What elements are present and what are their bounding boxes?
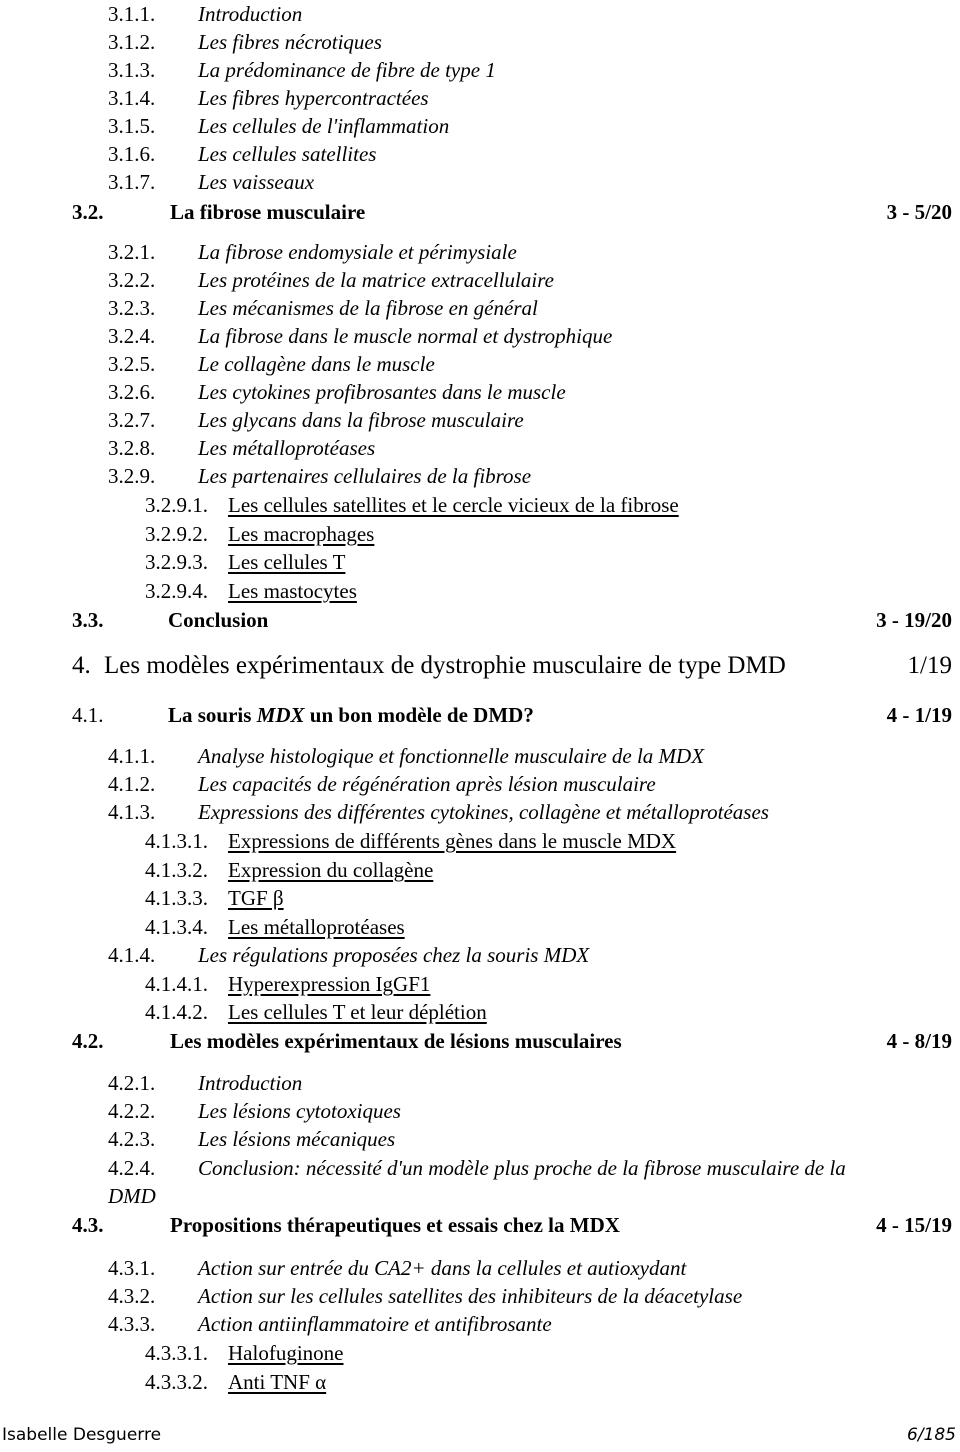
- toc-title: La fibrose dans le muscle normal et dystrophique: [198, 324, 613, 348]
- toc-title: Expressions des différentes cytokines, collagène et métalloprotéases: [198, 800, 769, 824]
- toc-page-number: 1/19: [907, 652, 952, 679]
- toc-title: Les mécanismes de la fibrose en général: [198, 296, 538, 320]
- toc-title-continuation: DMD: [108, 1184, 156, 1208]
- toc-page-number: 4 - 15/19: [876, 1213, 952, 1237]
- toc-title: La souris MDX un bon modèle de DMD?: [168, 703, 534, 727]
- toc-title: Les modèles expérimentaux de dystrophie musculaire de type DMD: [104, 652, 786, 679]
- toc-title: Les métalloprotéases: [198, 436, 376, 460]
- toc-number: 3.2.3.: [108, 296, 156, 320]
- toc-number: 3.2.: [72, 200, 104, 224]
- toc-number: 4.: [72, 652, 91, 679]
- toc-link[interactable]: Les cellules satellites et le cercle vicieux de la fibrose: [228, 493, 679, 517]
- toc-number: 4.1.1.: [108, 744, 156, 768]
- toc-number: 4.3.3.1.: [145, 1341, 208, 1365]
- toc-number: 4.1.3.4.: [145, 915, 208, 939]
- toc-number: 3.2.9.: [108, 464, 156, 488]
- toc-title: Action sur les cellules satellites des inhibiteurs de la déacetylase: [198, 1284, 743, 1308]
- toc-page-number: 4 - 1/19: [886, 703, 952, 727]
- toc-title: Introduction: [198, 2, 303, 26]
- toc-number: 3.1.1.: [108, 2, 156, 26]
- toc-title: Les fibres hypercontractées: [198, 86, 429, 110]
- toc-number: 4.2.4.: [108, 1156, 156, 1180]
- toc-title: La fibrose endomysiale et périmysiale: [198, 240, 517, 264]
- toc-title: Les cellules satellites: [198, 142, 377, 166]
- toc-title: Les lésions cytotoxiques: [198, 1099, 401, 1123]
- toc-title: Action antiinflammatoire et antifibrosante: [198, 1312, 552, 1336]
- toc-number: 4.3.3.: [108, 1312, 156, 1336]
- toc-number: 3.2.1.: [108, 240, 156, 264]
- toc-page-number: 4 - 8/19: [886, 1029, 952, 1053]
- toc-number: 4.1.3.1.: [145, 829, 208, 853]
- toc-number: 4.1.4.2.: [145, 1000, 208, 1024]
- toc-page-number: 3 - 19/20: [876, 608, 952, 632]
- toc-title: Les fibres nécrotiques: [198, 30, 382, 54]
- toc-number: 3.2.2.: [108, 268, 156, 292]
- toc-link[interactable]: Anti TNF α: [228, 1370, 327, 1394]
- toc-title: Les lésions mécaniques: [198, 1127, 396, 1151]
- toc-link[interactable]: Les macrophages: [228, 522, 375, 546]
- toc-title: Introduction: [198, 1071, 303, 1095]
- page-footer: [0, 1425, 956, 1451]
- toc-number: 3.2.9.3.: [145, 550, 208, 574]
- toc-title: La fibrose musculaire: [170, 200, 366, 224]
- toc-number: 3.2.9.1.: [145, 493, 208, 517]
- toc-title: Conclusion: [168, 608, 269, 632]
- toc-number: 4.1.4.1.: [145, 972, 208, 996]
- toc-number: 4.1.2.: [108, 772, 156, 796]
- toc-title: Les glycans dans la fibrose musculaire: [198, 408, 524, 432]
- toc-link[interactable]: Hyperexpression IgGF1: [228, 972, 431, 996]
- toc-title: Les cytokines profibrosantes dans le muscle: [198, 380, 566, 404]
- toc-title: Propositions thérapeutiques et essais chez la MDX: [170, 1213, 620, 1237]
- toc-title: Les modèles expérimentaux de lésions musculaires: [170, 1029, 622, 1053]
- toc-number: 4.1.3.2.: [145, 858, 208, 882]
- toc-number: 4.3.: [72, 1213, 104, 1237]
- toc-number: 4.3.2.: [108, 1284, 156, 1308]
- toc-number: 3.1.7.: [108, 170, 156, 194]
- toc-number: 3.2.6.: [108, 380, 156, 404]
- toc-title: Les cellules de l'inflammation: [198, 114, 450, 138]
- toc-link[interactable]: Expressions de différents gènes dans le muscle MDX: [228, 829, 677, 853]
- toc-number: 3.1.6.: [108, 142, 156, 166]
- toc-title: Le collagène dans le muscle: [198, 352, 435, 376]
- toc-number: 3.1.5.: [108, 114, 156, 138]
- toc-title: Conclusion: nécessité d'un modèle plus proche de la fibrose musculaire de la: [198, 1156, 846, 1180]
- toc-title: Les vaisseaux: [198, 170, 315, 194]
- toc-number: 3.2.9.4.: [145, 579, 208, 603]
- toc-number: 3.2.4.: [108, 324, 156, 348]
- toc-number: 4.1.3.: [108, 800, 156, 824]
- toc-number: 3.2.9.2.: [145, 522, 208, 546]
- toc-number: 3.3.: [72, 608, 104, 632]
- toc-number: 3.1.3.: [108, 58, 156, 82]
- toc-link[interactable]: Les mastocytes: [228, 579, 357, 603]
- toc-number: 4.1.: [72, 703, 104, 727]
- toc-number: 3.1.2.: [108, 30, 156, 54]
- toc-number: 4.3.3.2.: [145, 1370, 208, 1394]
- toc-link[interactable]: Expression du collagène: [228, 858, 434, 882]
- toc-number: 4.2.3.: [108, 1127, 156, 1151]
- toc-title: Action sur entrée du CA2+ dans la cellules et autioxydant: [198, 1256, 687, 1280]
- toc-link[interactable]: Les métalloprotéases: [228, 915, 405, 939]
- toc-number: 4.2.: [72, 1029, 104, 1053]
- toc-number: 4.3.1.: [108, 1256, 156, 1280]
- toc-title: Les protéines de la matrice extracellulaire: [198, 268, 554, 292]
- toc-title: Les partenaires cellulaires de la fibrose: [198, 464, 532, 488]
- toc-number: 4.1.4.: [108, 943, 156, 967]
- toc-number: 4.1.3.3.: [145, 886, 208, 910]
- toc-number: 3.2.7.: [108, 408, 156, 432]
- toc-link[interactable]: Les cellules T: [228, 550, 346, 574]
- toc-number: 3.2.8.: [108, 436, 156, 460]
- toc-number: 4.2.2.: [108, 1099, 156, 1123]
- toc-title: La prédominance de fibre de type 1: [198, 58, 496, 82]
- toc-page-number: 3 - 5/20: [886, 200, 952, 224]
- footer-page-number: 6/185: [907, 1425, 956, 1445]
- toc-link[interactable]: Les cellules T et leur déplétion: [228, 1000, 487, 1024]
- toc-number: 3.2.5.: [108, 352, 156, 376]
- toc-title: Analyse histologique et fonctionnelle musculaire de la MDX: [198, 744, 705, 768]
- toc-number: 3.1.4.: [108, 86, 156, 110]
- toc-title: Les capacités de régénération après lésion musculaire: [198, 772, 656, 796]
- toc-title: Les régulations proposées chez la souris MDX: [198, 943, 590, 967]
- toc-link[interactable]: Halofuginone: [228, 1341, 344, 1365]
- toc-number: 4.2.1.: [108, 1071, 156, 1095]
- toc-link[interactable]: TGF β: [228, 886, 284, 910]
- footer-author: Isabelle Desguerre: [2, 1425, 162, 1445]
